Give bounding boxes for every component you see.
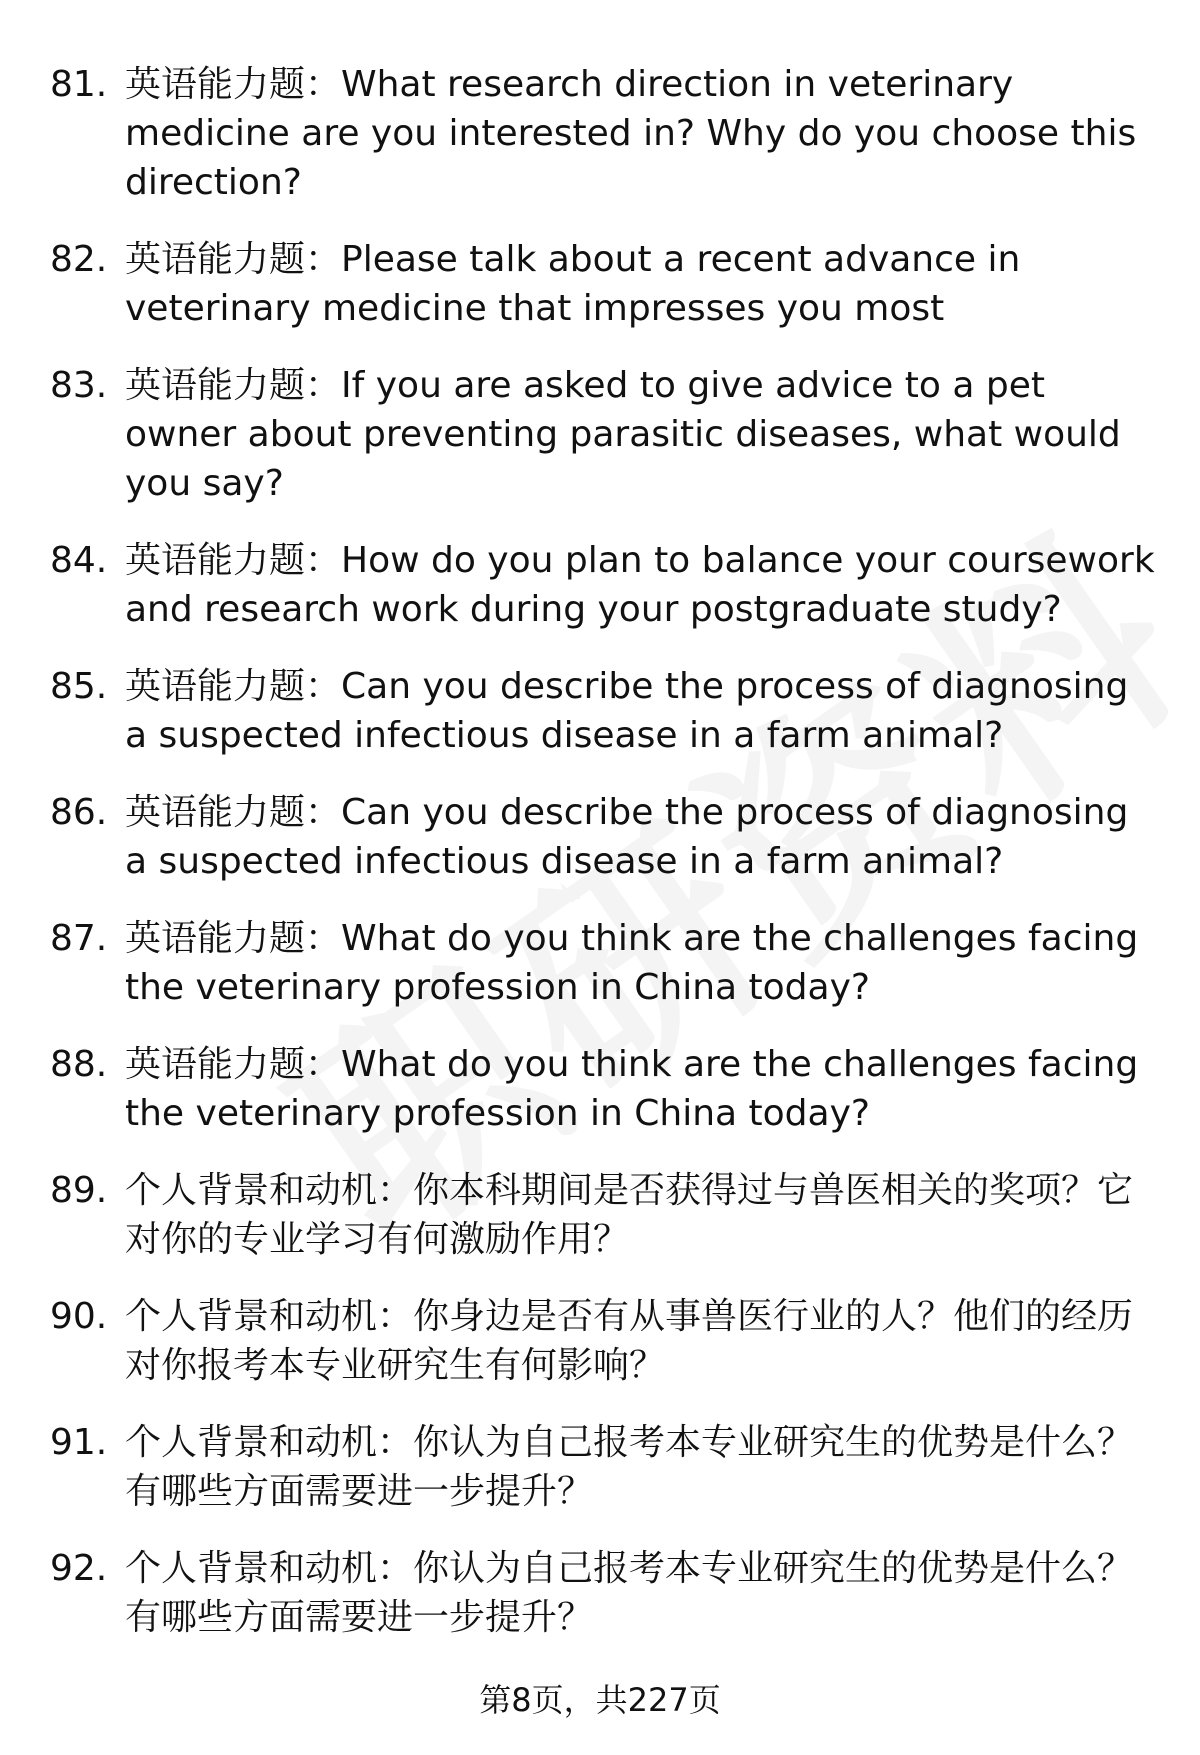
question-number: 88.: [50, 1044, 108, 1085]
question-text: 英语能力题：Please talk about a recent advance in veterinary medicine that impresses you most: [125, 239, 1021, 329]
question-text: 个人背景和动机：你认为自己报考本专业研究生的优势是什么？有哪些方面需要进一步提升？: [125, 1422, 1134, 1512]
question-item: [50, 361, 1160, 508]
question-number: 92.: [50, 1548, 108, 1589]
page-footer: 第8页，共227页: [479, 1681, 721, 1719]
question-number: 85.: [50, 666, 108, 707]
question-number: 91.: [50, 1422, 108, 1463]
question-number: 81.: [50, 64, 108, 105]
question-list: [50, 60, 1160, 1670]
question-text: 个人背景和动机：你认为自己报考本专业研究生的优势是什么？有哪些方面需要进一步提升？: [125, 1548, 1134, 1638]
question-item: [50, 1292, 1160, 1390]
question-item: [50, 235, 1160, 333]
question-text: 英语能力题：Can you describe the process of diagnosing a suspected infectious disease in a farm animal?: [125, 666, 1129, 756]
question-number: 90.: [50, 1296, 108, 1337]
question-item: [50, 788, 1160, 886]
question-item: [50, 1418, 1160, 1516]
question-number: 84.: [50, 540, 108, 581]
question-number: 87.: [50, 918, 108, 959]
question-number: 82.: [50, 239, 108, 280]
question-text: 英语能力题：What research direction in veterinary medicine are you interested in? Why do you choose this direction?: [125, 64, 1137, 203]
question-text: 个人背景和动机：你身边是否有从事兽医行业的人？他们的经历对你报考本专业研究生有何影响？: [125, 1296, 1134, 1386]
question-text: 英语能力题：How do you plan to balance your coursework and research work during your postgraduate study?: [125, 540, 1155, 630]
question-text: 英语能力题：If you are asked to give advice to a pet owner about preventing parasitic diseases, what would you say?: [125, 365, 1121, 504]
question-number: 83.: [50, 365, 108, 406]
question-text: 英语能力题：Can you describe the process of diagnosing a suspected infectious disease in a farm animal?: [125, 792, 1129, 882]
question-text: 英语能力题：What do you think are the challenges facing the veterinary profession in China today?: [125, 1044, 1139, 1134]
question-item: [50, 536, 1160, 634]
question-text: 英语能力题：What do you think are the challenges facing the veterinary profession in China today?: [125, 918, 1139, 1008]
question-item: [50, 914, 1160, 1012]
question-item: [50, 1040, 1160, 1138]
question-text: 个人背景和动机：你本科期间是否获得过与兽医相关的奖项？它对你的专业学习有何激励作用？: [125, 1170, 1134, 1260]
question-item: [50, 60, 1160, 207]
question-number: 89.: [50, 1170, 108, 1211]
question-item: [50, 1166, 1160, 1264]
question-item: [50, 662, 1160, 760]
question-item: [50, 1544, 1160, 1642]
question-number: 86.: [50, 792, 108, 833]
